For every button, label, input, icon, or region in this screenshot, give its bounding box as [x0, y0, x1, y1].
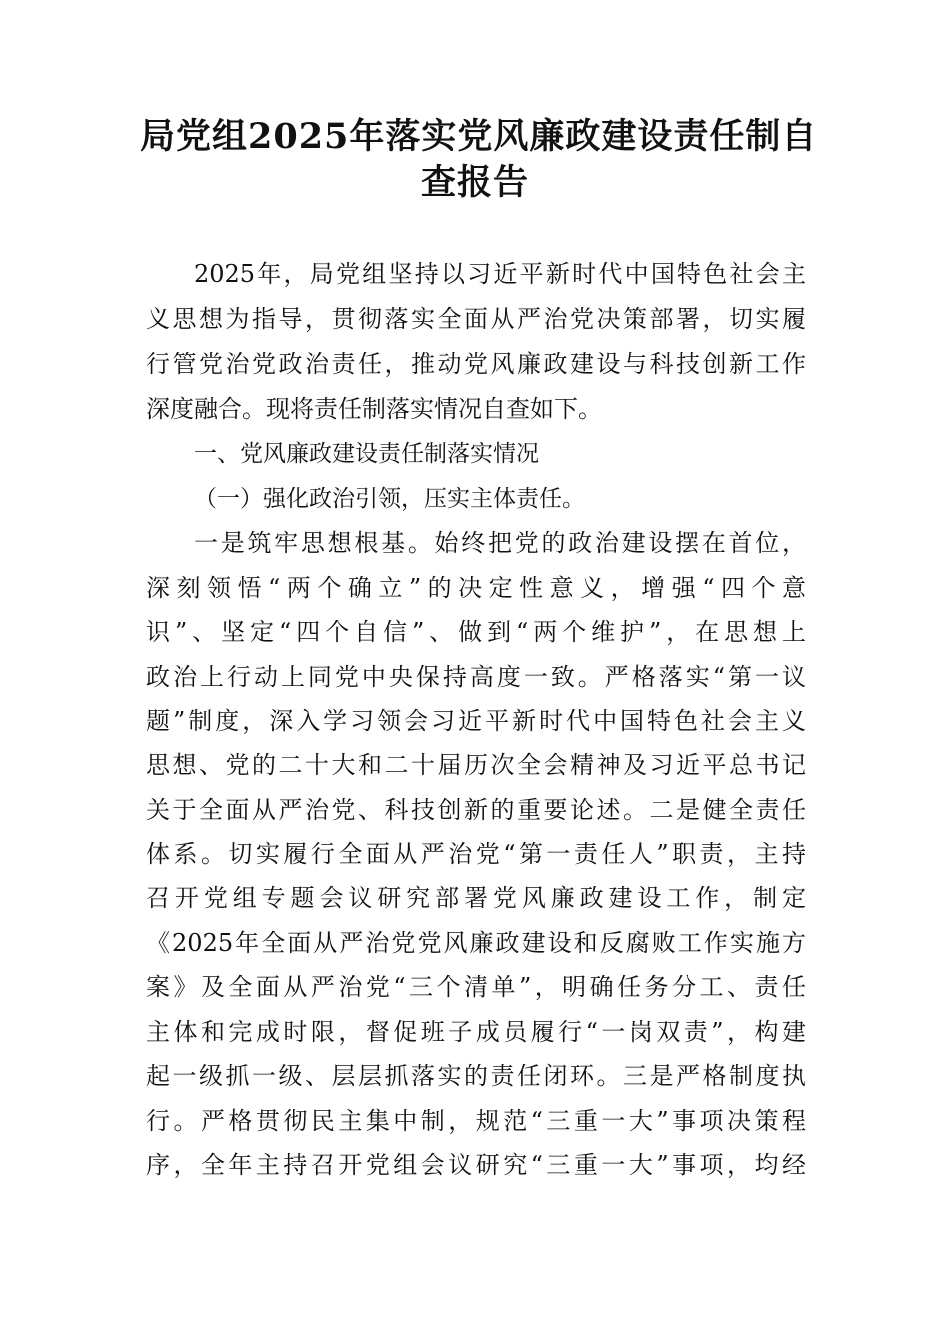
intro-paragraph-line: 2025年，局党组坚持以习近平新时代中国特色社会主	[194, 260, 806, 288]
body-paragraph-line: 召开党组专题会议研究部署党风廉政建设工作，制定	[146, 884, 806, 912]
intro-paragraph-line: 义思想为指导，贯彻落实全面从严治党决策部署，切实履	[146, 305, 806, 333]
body-paragraph-line: 深刻领悟“两个确立”的决定性意义，增强“四个意	[146, 574, 806, 602]
body-paragraph-line: 思想、党的二十大和二十届历次全会精神及习近平总书记	[146, 751, 806, 779]
intro-paragraph-line: 行管党治党政治责任，推动党风廉政建设与科技创新工作	[146, 350, 806, 378]
body-paragraph-line: 案》及全面从严治党“三个清单”，明确任务分工、责任	[146, 973, 806, 1001]
body-paragraph-line: 题”制度，深入学习领会习近平新时代中国特色社会主义	[146, 707, 806, 735]
body-paragraph-line: 起一级抓一级、层层抓落实的责任闭环。三是严格制度执	[146, 1062, 806, 1090]
body-paragraph-line: 序，全年主持召开党组会议研究“三重一大”事项，均经	[146, 1151, 806, 1179]
section-heading: 一、党风廉政建设责任制落实情况	[194, 441, 539, 467]
body-paragraph-line: 识”、坚定“四个自信”、做到“两个维护”，在思想上	[146, 618, 806, 646]
body-paragraph-line: 关于全面从严治党、科技创新的重要论述。二是健全责任	[146, 796, 806, 824]
body-paragraph-line: 《2025年全面从严治党党风廉政建设和反腐败工作实施方	[146, 929, 806, 957]
body-paragraph-line: 行。严格贯彻民主集中制，规范“三重一大”事项决策程	[146, 1107, 806, 1135]
document-title-line-1: 局党组2025年落实党风廉政建设责任制自	[140, 116, 818, 157]
body-paragraph-line: 主体和完成时限，督促班子成员履行“一岗双责”，构建	[146, 1018, 806, 1046]
intro-paragraph-line: 深度融合。现将责任制落实情况自查如下。	[146, 395, 602, 423]
body-paragraph-line: 体系。切实履行全面从严治党“第一责任人”职责，主持	[146, 840, 806, 868]
document-title-line-2: 查报告	[420, 162, 529, 203]
body-paragraph-line: 一是筑牢思想根基。始终把党的政治建设摆在首位，	[194, 529, 806, 557]
body-paragraph-line: 政治上行动上同党中央保持高度一致。严格落实“第一议	[146, 663, 806, 691]
subsection-heading: （一）强化政治引领，压实主体责任。	[194, 486, 585, 512]
